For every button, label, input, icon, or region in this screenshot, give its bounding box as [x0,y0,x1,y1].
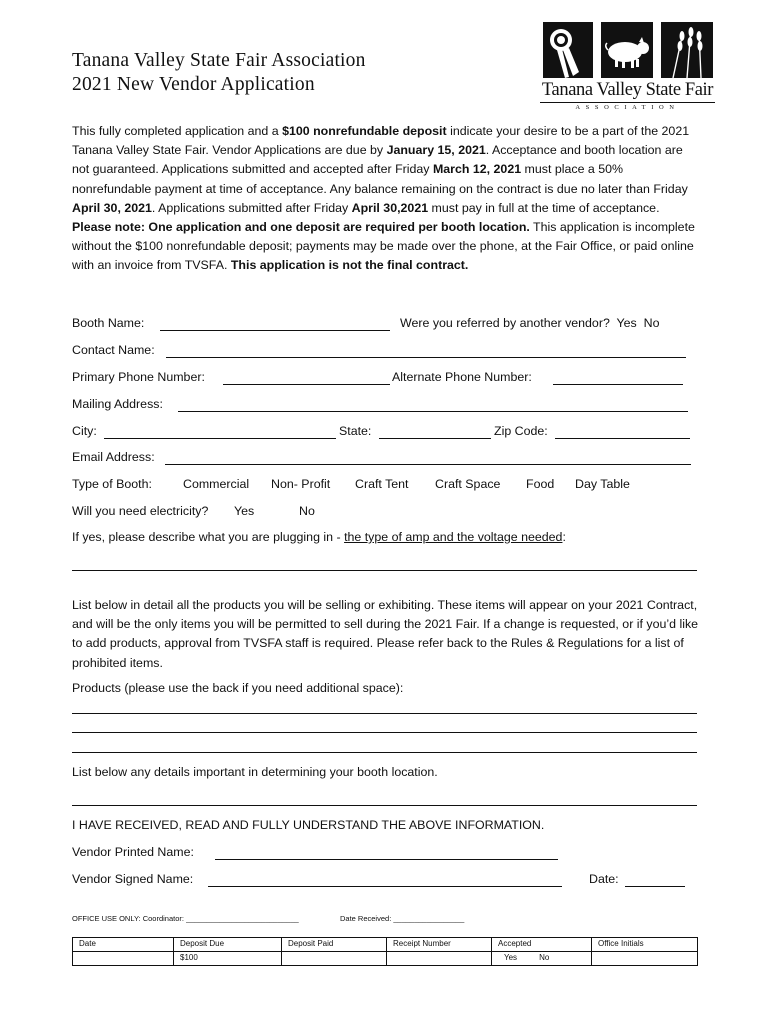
booth-type-food[interactable]: Food [526,477,555,491]
booth-type-commercial[interactable]: Commercial [183,477,250,491]
office-header-deposit-due: Deposit Due [174,938,282,952]
booth-type-label: Type of Booth: [72,477,152,491]
printed-name-field[interactable] [215,859,558,860]
office-header-initials: Office Initials [592,938,698,952]
office-table-value-row [73,952,698,966]
booth-type-non-profit[interactable]: Non- Profit [271,477,331,491]
alternate-phone-label: Alternate Phone Number: [392,370,532,384]
office-coordinator: OFFICE USE ONLY: Coordinator: ___________________________ [72,914,299,923]
office-header-deposit-paid: Deposit Paid [282,938,387,952]
ribbon-rosette-icon [543,22,593,78]
logo-subtitle: ASSOCIATION [575,104,680,111]
booth-location-field[interactable] [72,805,697,806]
intro-paragraph: This fully completed application and a $100 nonrefundable deposit indicate your desire to be a part of the 2021 Tanana Valley State Fair. Vendor Applications are due by January 15, 2021. Acceptance and booth location are not guaranteed. Applications submitted and accepted after Friday March 12, 2021 must place a 50% nonrefundable payment at time of acceptance. Any balance remaining on the contract is due no later than Friday April 30, 2021. Applications submitted after Friday April 30,2021 must pay in full at the time of acceptance. Please note: One application and one deposit are required per booth location. This application is incomplete without the $100 nonrefundable deposit; payments may be made over the phone, at the Fair Office, or paid online with an invoice from TVSFA. This application is not the final contract. [72,124,695,273]
booth-name-label: Booth Name: [72,316,145,330]
office-cell-date[interactable] [73,952,174,966]
booth-type-craft-space[interactable]: Craft Space [435,477,501,491]
booth-type-day-table[interactable]: Day Table [575,477,630,491]
date-field[interactable] [625,886,685,887]
products-label: Products (please use the back if you need additional space): [72,681,404,695]
pig-icon [601,22,653,78]
office-date-received: Date Received: _________________ [340,914,465,923]
primary-phone-field[interactable] [223,384,390,385]
office-cell-accepted[interactable] [492,952,592,966]
city-label: City: [72,424,97,438]
plug-in-answer-field[interactable] [72,570,697,571]
products-line-3[interactable] [72,752,697,753]
products-instructions: List below in detail all the products you will be selling or exhibiting. These items will appear on your 2021 Contract, and will be the only items you will be permitted to sell during the 2021 Fair. If a change is requested, or if you’d like to add products, approval from TVSFA staff is required. Please refer back to the Rules & Regulations for a list of prohibited items. [72,598,699,670]
electricity-yes-option[interactable]: Yes [234,504,255,518]
mailing-address-label: Mailing Address: [72,397,163,411]
state-field[interactable] [379,438,491,439]
primary-phone-label: Primary Phone Number: [72,370,205,384]
state-label: State: [339,424,372,438]
office-use-table [72,937,698,966]
office-header-date: Date [73,938,174,952]
referred-no-option[interactable]: No [643,316,660,330]
title-line-1: Tanana Valley State Fair Association [72,50,366,71]
logo-icons [543,22,713,82]
accepted-no[interactable]: No [539,953,550,962]
office-cell-deposit-due: $100 [174,952,282,966]
products-line-2[interactable] [72,732,697,733]
acknowledgement-statement: I HAVE RECEIVED, READ AND FULLY UNDERSTAND THE ABOVE INFORMATION. [72,818,545,832]
logo-rule [540,102,715,103]
products-line-1[interactable] [72,713,697,714]
fair-logo [540,22,715,112]
office-cell-deposit-paid[interactable] [282,952,387,966]
date-label: Date: [589,872,619,886]
wheat-icon [661,22,713,78]
title-line-2: 2021 New Vendor Application [72,74,315,95]
office-header-receipt-number: Receipt Number [387,938,492,952]
office-cell-initials[interactable] [592,952,698,966]
zip-field[interactable] [555,438,690,439]
email-field[interactable] [165,464,691,465]
printed-name-label: Vendor Printed Name: [72,845,194,859]
electricity-label: Will you need electricity? [72,504,209,518]
booth-name-field[interactable] [160,330,390,331]
contact-name-label: Contact Name: [72,343,155,357]
document-title [72,49,366,97]
booth-type-craft-tent[interactable]: Craft Tent [355,477,409,491]
signed-name-field[interactable] [208,886,562,887]
booth-location-label: List below any details important in determining your booth location. [72,765,438,779]
office-cell-receipt-number[interactable] [387,952,492,966]
electricity-no-option[interactable]: No [299,504,315,518]
zip-label: Zip Code: [494,424,548,438]
contact-name-field[interactable] [166,357,686,358]
office-header-accepted: Accepted [492,938,592,952]
email-label: Email Address: [72,450,155,464]
city-field[interactable] [104,438,336,439]
mailing-address-field[interactable] [178,411,688,412]
plug-in-question: If yes, please describe what you are plugging in - the type of amp and the voltage needed: [72,530,566,544]
office-table-header-row [73,938,698,952]
logo-wordmark: Tanana Valley State Fair [541,80,714,100]
signed-name-label: Vendor Signed Name: [72,872,194,886]
referred-question: Were you referred by another vendor? Yes No [400,316,660,330]
referred-yes-option[interactable]: Yes [616,316,637,330]
accepted-yes[interactable]: Yes [504,953,518,962]
alternate-phone-field[interactable] [553,384,683,385]
